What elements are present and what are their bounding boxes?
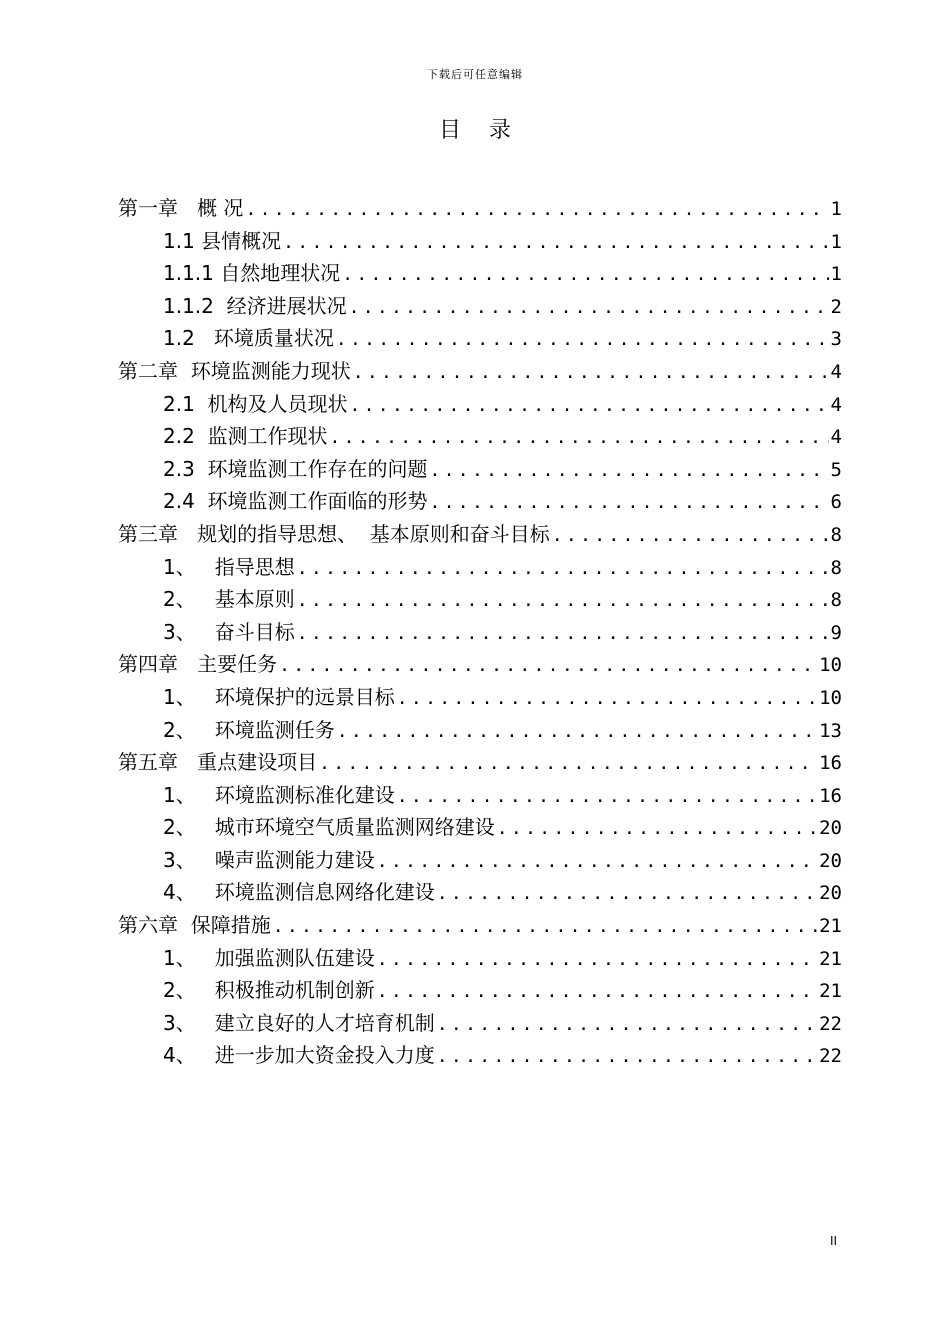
toc-entry-text: 3、 建立良好的人才培育机制 bbox=[163, 1010, 435, 1035]
toc-entry-text: 2、 城市环境空气质量监测网络建设 bbox=[163, 815, 495, 840]
toc-leader-dots bbox=[283, 227, 828, 260]
toc-leader-dots bbox=[377, 944, 817, 977]
toc-entry-text: 3、 噪声监测能力建设 bbox=[163, 847, 375, 872]
toc-section-entry[interactable] bbox=[118, 1039, 842, 1072]
toc-entry-text: 2.4 环境监测工作面临的形势 bbox=[163, 489, 428, 514]
toc-entry-text: 1.1 县情概况 bbox=[163, 228, 282, 253]
toc-entry-text: 2、 积极推动机制创新 bbox=[163, 978, 375, 1003]
toc-entry-text: 1、 环境保护的远景目标 bbox=[163, 684, 395, 709]
toc-page-number: 22 bbox=[819, 1045, 842, 1068]
toc-section-entry[interactable] bbox=[118, 616, 842, 649]
toc-page-number: 8 bbox=[830, 556, 842, 579]
toc-leader-dots bbox=[279, 650, 817, 683]
toc-page-number: 10 bbox=[819, 686, 842, 709]
toc-leader-dots bbox=[497, 813, 817, 846]
toc-chapter-entry[interactable] bbox=[118, 909, 842, 942]
toc-entry-text: 2.3 环境监测工作存在的问题 bbox=[163, 456, 428, 481]
toc-entry-text: 4、 环境监测信息网络化建设 bbox=[163, 880, 435, 905]
toc-section-entry[interactable] bbox=[118, 844, 842, 877]
toc-section-entry[interactable] bbox=[118, 779, 842, 812]
toc-section-entry[interactable] bbox=[118, 420, 842, 453]
toc-entry-text: 第五章 重点建设项目 bbox=[118, 750, 318, 775]
toc-leader-dots bbox=[245, 194, 828, 227]
toc-page-number: 21 bbox=[819, 915, 842, 938]
toc-leader-dots bbox=[319, 748, 817, 781]
toc-page-number: 9 bbox=[830, 621, 842, 644]
toc-leader-dots bbox=[297, 618, 829, 651]
toc-leader-dots bbox=[353, 357, 829, 390]
toc-section-entry[interactable] bbox=[118, 583, 842, 616]
toc-page-number: 3 bbox=[830, 328, 842, 351]
toc-chapter-entry[interactable] bbox=[118, 355, 842, 388]
toc-page-number: 21 bbox=[819, 947, 842, 970]
header-note: 下载后可任意编辑 bbox=[427, 68, 523, 81]
toc-section-entry[interactable] bbox=[118, 942, 842, 975]
toc-section-entry[interactable] bbox=[118, 290, 842, 323]
toc-entry-text: 1.1.1 自然地理状况 bbox=[163, 261, 341, 286]
toc-leader-dots bbox=[297, 585, 829, 618]
toc-entry-text: 1、 加强监测队伍建设 bbox=[163, 945, 375, 970]
toc-chapter-entry[interactable] bbox=[118, 518, 842, 551]
toc-chapter-entry[interactable] bbox=[118, 648, 842, 681]
toc-entry-text: 3、 奋斗目标 bbox=[163, 619, 295, 644]
toc-section-entry[interactable] bbox=[118, 1007, 842, 1040]
page-title bbox=[0, 113, 950, 144]
toc-leader-dots bbox=[349, 292, 829, 325]
toc-page-number: 21 bbox=[819, 980, 842, 1003]
toc-page-number: 4 bbox=[830, 393, 842, 416]
toc-page-number: 1 bbox=[830, 263, 842, 286]
title-char-1: 目 bbox=[438, 118, 461, 143]
toc-section-entry[interactable] bbox=[118, 974, 842, 1007]
toc-section-entry[interactable] bbox=[118, 453, 842, 486]
toc-page-number: 13 bbox=[819, 719, 842, 742]
toc-page-number: 4 bbox=[830, 360, 842, 383]
toc-page-number: 6 bbox=[830, 491, 842, 514]
toc-entry-text: 第二章 环境监测能力现状 bbox=[118, 358, 351, 383]
toc-page-number: 8 bbox=[830, 589, 842, 612]
toc-entry-text: 1.2 环境质量状况 bbox=[163, 326, 334, 351]
toc-leader-dots bbox=[397, 683, 817, 716]
toc-leader-dots bbox=[273, 911, 817, 944]
table-of-contents bbox=[118, 192, 842, 1072]
toc-entry-text: 第六章 保障措施 bbox=[118, 913, 271, 938]
toc-page-number: 16 bbox=[819, 752, 842, 775]
toc-section-entry[interactable] bbox=[118, 485, 842, 518]
toc-entry-text: 1、 指导思想 bbox=[163, 554, 295, 579]
toc-page-number: 20 bbox=[819, 817, 842, 840]
toc-entry-text: 第一章 概 况 bbox=[118, 196, 244, 220]
toc-chapter-entry[interactable] bbox=[118, 192, 842, 225]
toc-leader-dots bbox=[437, 1041, 817, 1074]
toc-leader-dots bbox=[330, 422, 829, 455]
toc-entry-text: 1.1.2 经济进展状况 bbox=[163, 293, 347, 318]
toc-chapter-entry[interactable] bbox=[118, 746, 842, 779]
toc-leader-dots bbox=[552, 520, 829, 553]
toc-entry-text: 第四章 主要任务 bbox=[118, 652, 278, 677]
toc-leader-dots bbox=[337, 716, 817, 749]
toc-section-entry[interactable] bbox=[118, 681, 842, 714]
toc-leader-dots bbox=[437, 1009, 817, 1042]
toc-section-entry[interactable] bbox=[118, 225, 842, 258]
toc-entry-text: 第三章 规划的指导思想、 基本原则和奋斗目标 bbox=[118, 521, 550, 546]
toc-leader-dots bbox=[336, 324, 829, 357]
toc-entry-text: 2.1 机构及人员现状 bbox=[163, 391, 348, 416]
toc-section-entry[interactable] bbox=[118, 322, 842, 355]
toc-entry-text: 4、 进一步加大资金投入力度 bbox=[163, 1043, 435, 1068]
toc-leader-dots bbox=[437, 878, 817, 911]
toc-section-entry[interactable] bbox=[118, 257, 842, 290]
toc-leader-dots bbox=[397, 781, 817, 814]
toc-page-number: 22 bbox=[819, 1012, 842, 1035]
toc-entry-text: 1、 环境监测标准化建设 bbox=[163, 782, 395, 807]
toc-leader-dots bbox=[430, 455, 829, 488]
toc-leader-dots bbox=[350, 390, 829, 423]
toc-page-number: 20 bbox=[819, 882, 842, 905]
toc-leader-dots bbox=[430, 487, 829, 520]
toc-section-entry[interactable] bbox=[118, 876, 842, 909]
toc-section-entry[interactable] bbox=[118, 811, 842, 844]
toc-entry-text: 2、 基本原则 bbox=[163, 587, 295, 612]
toc-page-number: 4 bbox=[830, 426, 842, 449]
toc-section-entry[interactable] bbox=[118, 388, 842, 421]
toc-leader-dots bbox=[377, 846, 817, 879]
toc-page-number: 2 bbox=[830, 295, 842, 318]
toc-page-number: 1 bbox=[830, 230, 842, 253]
toc-page-number: 10 bbox=[819, 654, 842, 677]
toc-page-number: 1 bbox=[830, 198, 842, 220]
toc-page-number: 16 bbox=[819, 784, 842, 807]
toc-entry-text: 2.2 监测工作现状 bbox=[163, 424, 328, 449]
toc-page-number: 5 bbox=[830, 458, 842, 481]
toc-leader-dots bbox=[297, 553, 829, 586]
toc-page-number: 20 bbox=[819, 849, 842, 872]
toc-section-entry[interactable] bbox=[118, 551, 842, 584]
toc-leader-dots bbox=[377, 976, 817, 1009]
title-char-2: 录 bbox=[489, 118, 512, 143]
toc-section-entry[interactable] bbox=[118, 714, 842, 747]
page-number: II bbox=[830, 1234, 838, 1248]
toc-entry-text: 2、 环境监测任务 bbox=[163, 717, 335, 742]
toc-page-number: 8 bbox=[830, 523, 842, 546]
toc-leader-dots bbox=[342, 259, 828, 292]
